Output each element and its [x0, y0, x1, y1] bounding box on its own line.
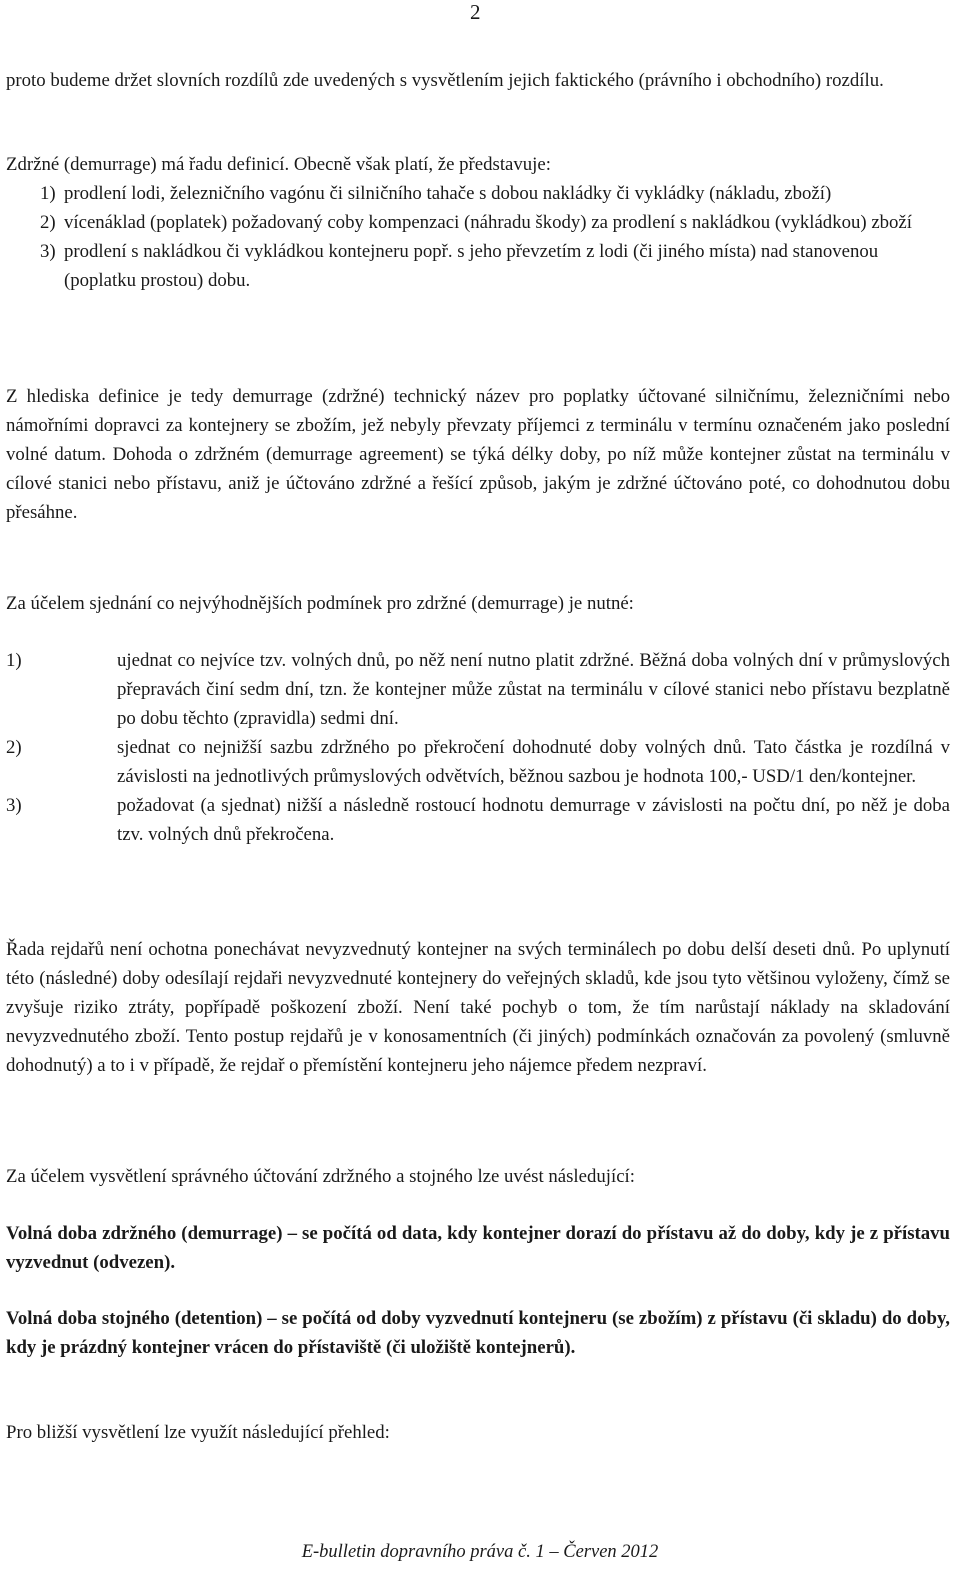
definition-item — [40, 179, 950, 208]
page-number: 2 — [470, 0, 481, 24]
condition-item-text: sjednat co nejnižší sazbu zdržného po překročení dohodnuté doby volných dnů. Tato částka je rozdílná v závislosti na jednotlivých průmyslových odvětvích, běžnou sazbou je hodnota 100,- USD/1 den/kontejner. — [117, 737, 950, 787]
definition-item-text: prodlení lodi, železničního vagónu či silničního tahače s dobou nakládky či vykládky (nákladu, zboží) — [64, 183, 832, 204]
free-time-detention: Volná doba stojného (detention) – se počítá od doby vyzvednutí kontejneru (se zbožím) z přístavu (či skladu) do doby, kdy je prázdný kontejner vrácen do přístaviště (či uložiště kontejnerů). — [6, 1308, 950, 1358]
definition-item — [40, 208, 950, 237]
definition-lead: Zdržné (demurrage) má řadu definicí. Obecně však platí, že představuje: — [6, 154, 551, 175]
condition-item-number: 2) — [6, 737, 22, 758]
definition-item-number: 1) — [40, 183, 56, 204]
definition-item-number: 2) — [40, 212, 56, 233]
condition-item — [6, 646, 950, 733]
condition-item — [6, 733, 950, 791]
conditions-intro: Za účelem sjednání co nejvýhodnějších podmínek pro zdržné (demurrage) je nutné: — [6, 593, 634, 614]
overview-intro: Pro bližší vysvětlení lze využít následující přehled: — [6, 1422, 390, 1443]
explain-intro: Za účelem vysvětlení správného účtování zdržného a stojného lze uvést následující: — [6, 1166, 635, 1187]
definition-list — [6, 179, 950, 295]
condition-item-text: požadovat (a sjednat) nižší a následně rostoucí hodnotu demurrage v závislosti na počtu dní, po něž je doba tzv. volných dnů překročena. — [117, 795, 950, 845]
definition-item-text: prodlení s nakládkou či vykládkou kontejneru popř. s jeho převzetím z lodi (či jiného místa) nad stanovenou (poplatku prostou) dobu. — [64, 241, 879, 291]
demurrage-definition-paragraph: Z hlediska definice je tedy demurrage (zdržné) technický název pro poplatky účtované silničnímu, železničními nebo námořními dopravci za kontejnery se zbožím, jež nebyly převzaty příjemci z terminálu v termínu označeném jako poslední volné datum. Dohoda o zdržném (demurrage agreement) se týká délky doby, po níž může kontejner zůstat na terminálu v cílové stanici nebo přístavu, aniž je účtováno zdržné a řešící způsob, jakým je zdržné účtováno poté, co dohodnutou dobu přesáhne. — [6, 386, 950, 523]
condition-item-number: 3) — [6, 795, 22, 816]
shipowners-paragraph: Řada rejdařů není ochotna ponechávat nevyzvednutý kontejner na svých terminálech po dobu delší deseti dnů. Po uplynutí této (následné) doby odesílají rejdaři nevyzvednuté kontejnery do veřejných skladů, kde jsou tyto většinou vyloženy, čímž se zvyšuje riziko ztráty, popřípadě poškození zboží. Není také pochyb o tom, že tím narůstají náklady na skladování nevyzvednutého zboží. Tento postup rejdařů je v konosamentních (či jiných) podmínkách označován za povolený (smluvně dohodnutý) a to i v případě, že rejdař o přemístění kontejneru jeho nájemce předem nezpraví. — [6, 939, 950, 1076]
definition-item-text: vícenáklad (poplatek) požadovaný coby kompenzaci (náhradu škody) za prodlení s nakládkou (vykládkou) zboží — [64, 212, 912, 233]
intro-paragraph: proto budeme držet slovních rozdílů zde uvedených s vysvětlením jejich faktického (právního i obchodního) rozdílu. — [6, 70, 884, 91]
condition-item-number: 1) — [6, 650, 22, 671]
conditions-list — [6, 646, 950, 849]
definition-section — [6, 150, 950, 295]
free-time-demurrage: Volná doba zdržného (demurrage) – se počítá od data, kdy kontejner dorazí do přístavu až do doby, kdy je z přístavu vyzvednut (odvezen). — [6, 1223, 950, 1273]
condition-item-text: ujednat co nejvíce tzv. volných dnů, po něž není nutno platit zdržné. Běžná doba volných dní v průmyslových přepravách činí sedm dní, tzn. že kontejner může zůstat na terminálu v cílové stanici nebo přístavu bezplatně po dobu těchto (zpravidla) sedmi dní. — [117, 650, 950, 729]
page-footer: E-bulletin dopravního práva č. 1 – Červen 2012 — [301, 1542, 659, 1562]
condition-item — [6, 791, 950, 849]
definition-item — [40, 237, 950, 295]
definition-item-number: 3) — [40, 241, 56, 262]
